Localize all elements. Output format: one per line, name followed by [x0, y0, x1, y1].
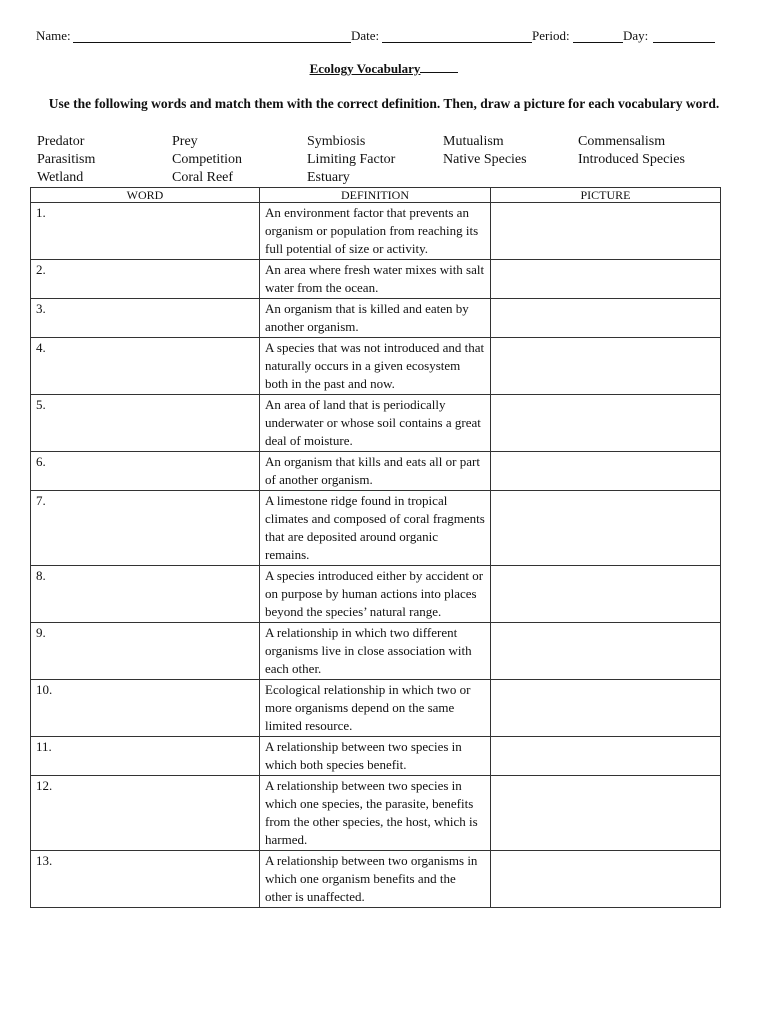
- word-cell[interactable]: 6.: [31, 452, 260, 491]
- word-cell[interactable]: 3.: [31, 299, 260, 338]
- word-cell[interactable]: 5.: [31, 395, 260, 452]
- table-row: [31, 491, 721, 566]
- definition-cell: A species that was not introduced and that naturally occurs in a given ecosystem both in the past and now.: [260, 338, 491, 395]
- table-header-row: [31, 188, 721, 203]
- word-cell[interactable]: 9.: [31, 623, 260, 680]
- word-cell[interactable]: 10.: [31, 680, 260, 737]
- word-bank-item: Competition: [172, 152, 242, 167]
- table-row: [31, 203, 721, 260]
- table-row: [31, 851, 721, 908]
- picture-cell[interactable]: [491, 680, 721, 737]
- title-text: Ecology Vocabulary: [309, 61, 421, 76]
- definition-cell: A relationship between two species in which both species benefit.: [260, 737, 491, 776]
- picture-cell[interactable]: [491, 737, 721, 776]
- word-cell[interactable]: 13.: [31, 851, 260, 908]
- word-cell[interactable]: 11.: [31, 737, 260, 776]
- header-word: WORD: [31, 188, 260, 203]
- word-cell[interactable]: 2.: [31, 260, 260, 299]
- definition-cell: An organism that is killed and eaten by another organism.: [260, 299, 491, 338]
- picture-cell[interactable]: [491, 851, 721, 908]
- table-row: [31, 680, 721, 737]
- definition-cell: A species introduced either by accident or on purpose by human actions into places beyond the species’ natural range.: [260, 566, 491, 623]
- definition-cell: An area of land that is periodically underwater or whose soil contains a great deal of moisture.: [260, 395, 491, 452]
- definition-cell: A relationship between two species in which one species, the parasite, benefits from the other species, the host, which is harmed.: [260, 776, 491, 851]
- date-label: Date:: [351, 28, 380, 43]
- word-cell[interactable]: 8.: [31, 566, 260, 623]
- word-bank-item: Wetland: [37, 170, 84, 185]
- definition-cell: A limestone ridge found in tropical climates and composed of coral fragments that are deposited around organic remains.: [260, 491, 491, 566]
- picture-cell[interactable]: [491, 452, 721, 491]
- vocabulary-table: [30, 187, 721, 908]
- period-label: Period:: [532, 28, 570, 43]
- picture-cell[interactable]: [491, 623, 721, 680]
- date-blank[interactable]: [382, 42, 532, 43]
- day-blank[interactable]: [653, 42, 715, 43]
- word-bank-item: Introduced Species: [578, 152, 685, 167]
- header-fields: [36, 28, 716, 46]
- picture-cell[interactable]: [491, 491, 721, 566]
- word-cell[interactable]: 1.: [31, 203, 260, 260]
- word-bank-item: Parasitism: [37, 152, 96, 167]
- picture-cell[interactable]: [491, 395, 721, 452]
- worksheet-title: [0, 61, 768, 77]
- definition-cell: A relationship in which two different organisms live in close association with each other.: [260, 623, 491, 680]
- definition-cell: An organism that kills and eats all or part of another organism.: [260, 452, 491, 491]
- header-definition: DEFINITION: [260, 188, 491, 203]
- word-bank-item: Native Species: [443, 152, 527, 167]
- table-row: [31, 299, 721, 338]
- word-bank-item: Coral Reef: [172, 170, 234, 185]
- table-row: [31, 776, 721, 851]
- picture-cell[interactable]: [491, 338, 721, 395]
- word-cell[interactable]: 7.: [31, 491, 260, 566]
- table-row: [31, 566, 721, 623]
- word-bank-item: Prey: [172, 134, 198, 149]
- word-bank-item: Commensalism: [578, 134, 666, 149]
- instructions: Use the following words and match them with the correct definition. Then, draw a picture for each vocabulary word.: [48, 96, 720, 111]
- title-underline: [420, 61, 458, 73]
- period-blank[interactable]: [573, 42, 623, 43]
- picture-cell[interactable]: [491, 260, 721, 299]
- picture-cell[interactable]: [491, 776, 721, 851]
- word-cell[interactable]: 4.: [31, 338, 260, 395]
- day-label: Day:: [623, 28, 649, 43]
- word-bank-item: Symbiosis: [307, 134, 366, 149]
- name-label: Name:: [36, 28, 71, 43]
- table-row: [31, 623, 721, 680]
- definition-cell: Ecological relationship in which two or more organisms depend on the same limited resource.: [260, 680, 491, 737]
- word-cell[interactable]: 12.: [31, 776, 260, 851]
- definition-cell: A relationship between two organisms in which one organism benefits and the other is unaffected.: [260, 851, 491, 908]
- definition-cell: An area where fresh water mixes with salt water from the ocean.: [260, 260, 491, 299]
- table-row: [31, 338, 721, 395]
- header-picture: PICTURE: [491, 188, 721, 203]
- word-bank-item: Limiting Factor: [307, 152, 396, 167]
- name-blank[interactable]: [73, 42, 351, 43]
- table-row: [31, 395, 721, 452]
- table-row: [31, 452, 721, 491]
- table-row: [31, 737, 721, 776]
- definition-cell: An environment factor that prevents an organism or population from reaching its full potential of size or activity.: [260, 203, 491, 260]
- word-bank-item: Predator: [37, 134, 85, 149]
- word-bank-item: Mutualism: [443, 134, 504, 149]
- picture-cell[interactable]: [491, 299, 721, 338]
- table-row: [31, 260, 721, 299]
- word-bank-item: Estuary: [307, 170, 350, 185]
- picture-cell[interactable]: [491, 203, 721, 260]
- picture-cell[interactable]: [491, 566, 721, 623]
